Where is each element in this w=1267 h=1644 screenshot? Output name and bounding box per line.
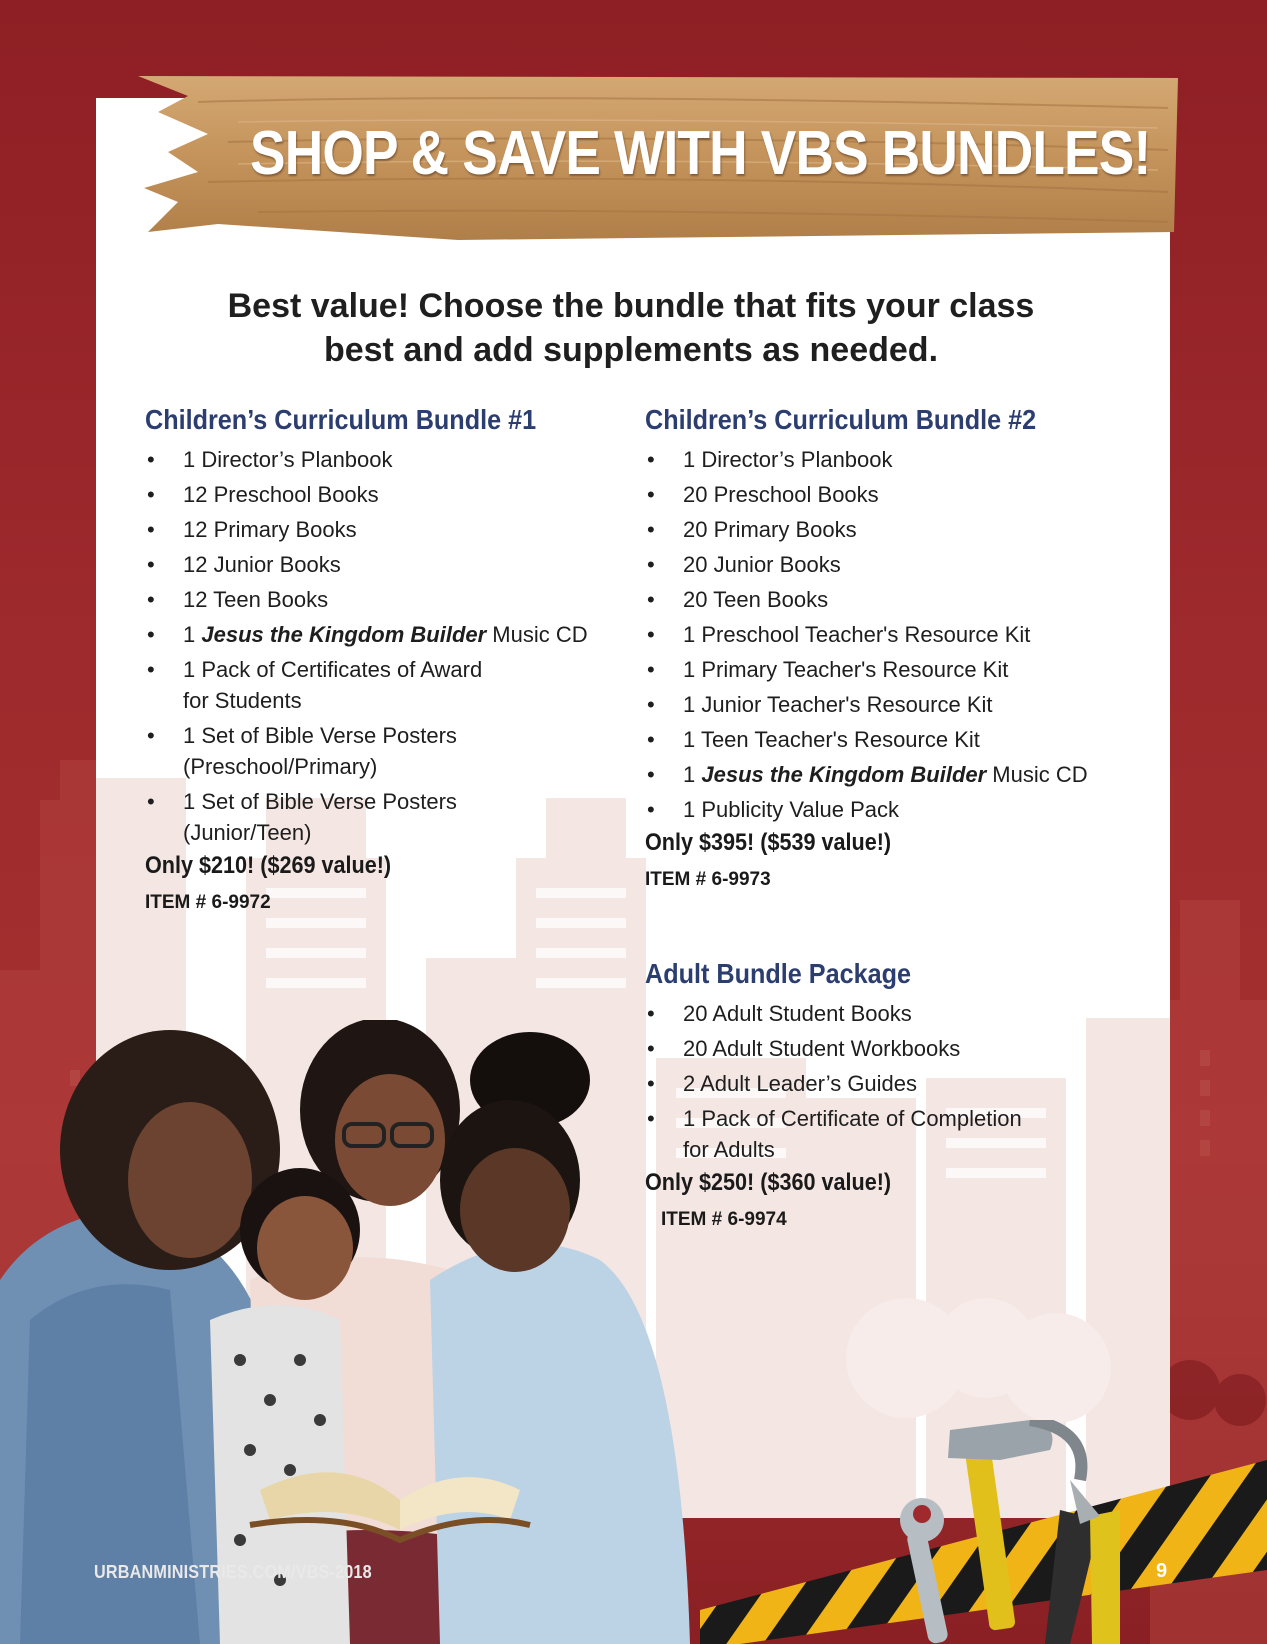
list-item: • 20 Preschool Books — [645, 479, 1145, 510]
bundle-2-section — [645, 404, 1145, 891]
adult-bundle-heading: Adult Bundle Package — [645, 958, 912, 989]
caution-tape-and-tools — [700, 1420, 1267, 1644]
bundle-1-list — [145, 444, 625, 848]
list-item: • 20 Teen Books — [645, 584, 1145, 615]
adult-bundle-price: Only $250! ($360 value!) — [645, 1169, 892, 1196]
bundle-2-heading: Children’s Curriculum Bundle #2 — [645, 404, 1037, 435]
list-item: • 2 Adult Leader’s Guides — [645, 1068, 1145, 1099]
bundle-2-list — [645, 444, 1145, 825]
subtitle-line-2: best and add supplements as needed. — [323, 331, 939, 369]
list-item: • 1 Preschool Teacher's Resource Kit — [645, 619, 1145, 650]
list-item: • 12 Junior Books — [145, 549, 625, 580]
list-item-certificate: • 1 Pack of Certificate of Completion for Adults — [645, 1103, 1145, 1165]
page-title: SHOP & SAVE WITH VBS BUNDLES! — [250, 119, 1151, 188]
bundle-1-price: Only $210! ($269 value!) — [145, 852, 392, 879]
adult-bundle-section — [645, 958, 1145, 1231]
list-item: • 12 Teen Books — [145, 584, 625, 615]
list-item-music-cd: • 1 Jesus the Kingdom Builder Music CD — [145, 619, 625, 650]
list-item-posters-junior: • 1 Set of Bible Verse Posters (Junior/Teen) — [145, 786, 625, 848]
subtitle — [196, 284, 1066, 372]
list-item-posters-preschool: • 1 Set of Bible Verse Posters (Preschool/Primary) — [145, 720, 625, 782]
bundle-1-section — [145, 404, 625, 914]
list-item: • 20 Junior Books — [645, 549, 1145, 580]
bundle-2-item-number: ITEM # 6-9973 — [645, 869, 771, 890]
list-item: • 1 Junior Teacher's Resource Kit — [645, 689, 1145, 720]
children-reading-bible-photo — [0, 1020, 720, 1644]
list-item: • 1 Director’s Planbook — [645, 444, 1145, 475]
list-item-music-cd: • 1 Jesus the Kingdom Builder Music CD — [645, 759, 1145, 790]
adult-bundle-item-number: ITEM # 6-9974 — [661, 1209, 787, 1230]
page-number: 9 — [1156, 1560, 1168, 1582]
list-item-publicity: • 1 Publicity Value Pack — [645, 794, 1145, 825]
bundle-1-heading: Children’s Curriculum Bundle #1 — [145, 404, 537, 435]
list-item: • 12 Preschool Books — [145, 479, 625, 510]
adult-bundle-list — [645, 998, 1145, 1165]
list-item-certificates: • 1 Pack of Certificates of Award for Students — [145, 654, 625, 716]
list-item: • 1 Primary Teacher's Resource Kit — [645, 654, 1145, 685]
list-item: • 1 Director’s Planbook — [145, 444, 625, 475]
list-item: • 1 Teen Teacher's Resource Kit — [645, 724, 1145, 755]
list-item: • 20 Adult Student Books — [645, 998, 1145, 1029]
bundle-2-price: Only $395! ($539 value!) — [645, 829, 892, 856]
subtitle-line-1: Best value! Choose the bundle that fits your class — [227, 287, 1035, 325]
list-item: • 20 Primary Books — [645, 514, 1145, 545]
bundle-1-item-number: ITEM # 6-9972 — [145, 892, 271, 913]
list-item: • 20 Adult Student Workbooks — [645, 1033, 1145, 1064]
footer-url: URBANMINISTRIES.COM/VBS-2018 — [94, 1562, 372, 1582]
list-item: • 12 Primary Books — [145, 514, 625, 545]
